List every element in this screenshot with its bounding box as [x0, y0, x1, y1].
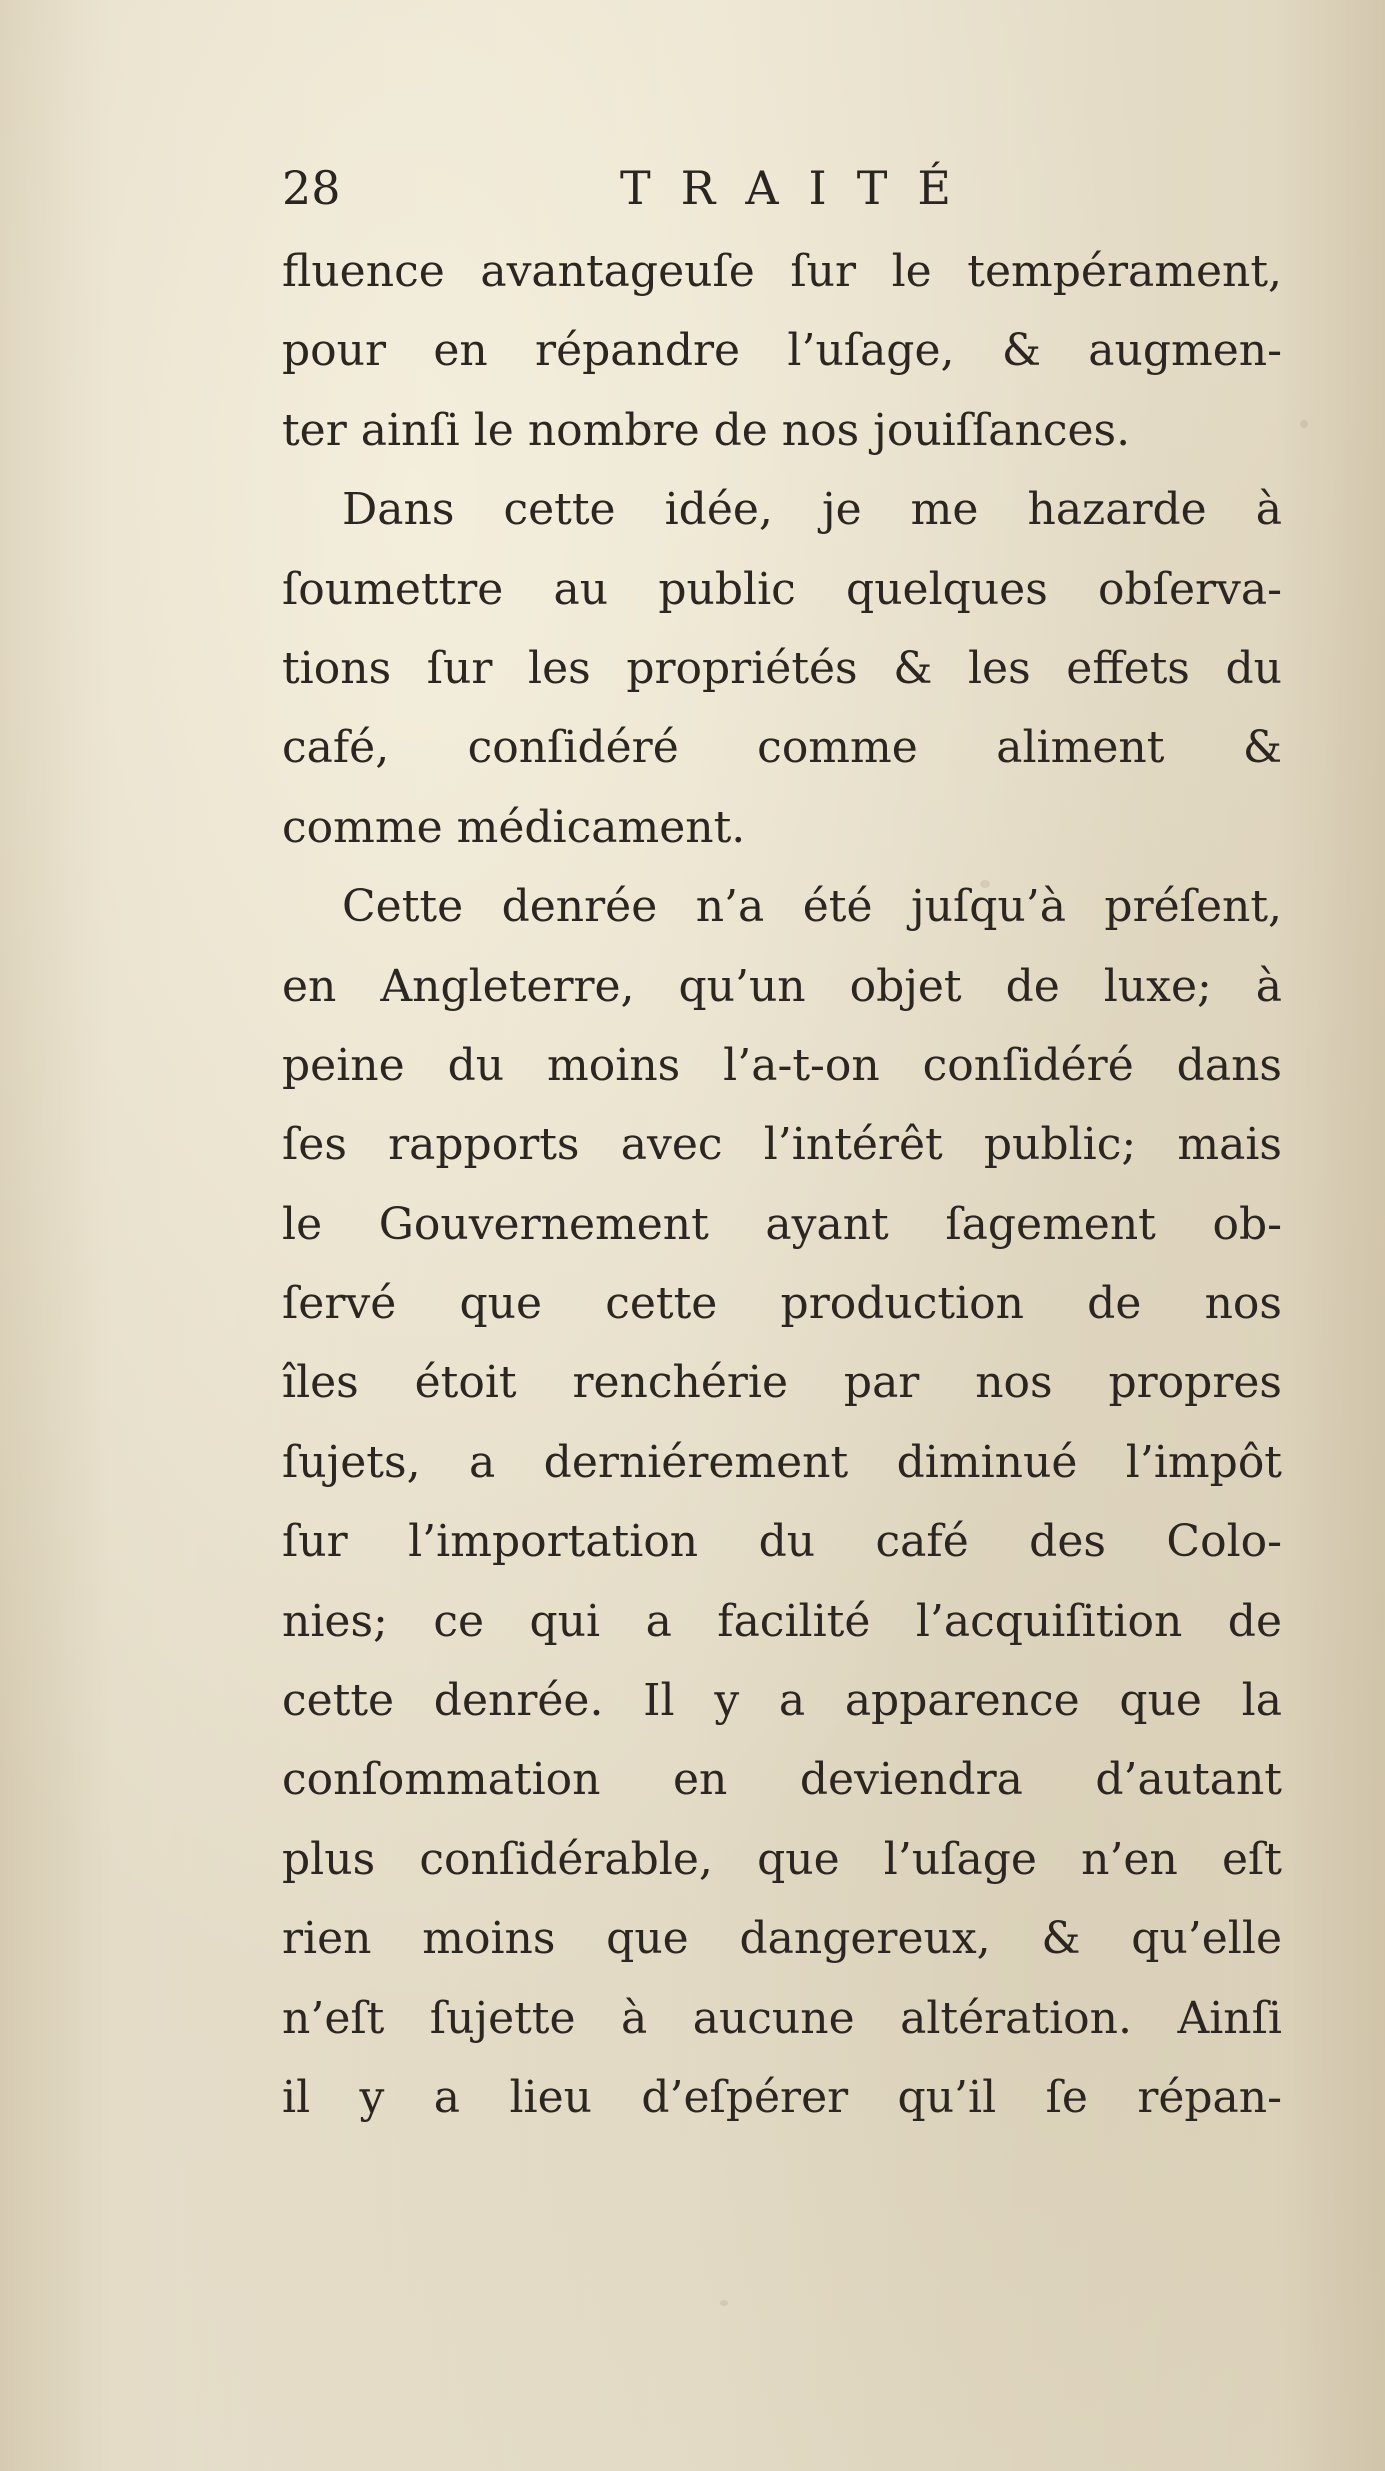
- paper-spot: [1300, 420, 1308, 428]
- text-line: ſur l’importation du café des Colo-: [282, 1516, 1282, 1568]
- paper-spot: [720, 2300, 728, 2306]
- text-line: ſervé que cette production de nos: [282, 1278, 1282, 1330]
- page-header: [282, 150, 1322, 226]
- text-line: plus conſidérable, que l’uſage n’en eſt: [282, 1833, 1282, 1885]
- text-line: conſommation en deviendra d’autant: [282, 1754, 1282, 1806]
- text-line: ter ainſi le nombre de nos jouiſſances.: [282, 404, 1131, 456]
- text-line: le Gouvernement ayant ſagement ob-: [282, 1198, 1282, 1250]
- page-number: 28: [282, 161, 341, 215]
- text-line: ſujets, a derniérement diminué l’impôt: [282, 1436, 1282, 1488]
- text-line: fluence avantageuſe ſur le tempérament,: [282, 246, 1282, 297]
- text-line: ſoumettre au public quelques obſerva-: [282, 563, 1282, 615]
- running-head: TRAITÉ: [620, 161, 981, 215]
- text-line: comme médicament.: [282, 801, 746, 853]
- text-line: îles étoit renchérie par nos propres: [282, 1357, 1282, 1409]
- text-line: en Angleterre, qu’un objet de luxe; à: [282, 960, 1282, 1012]
- text-line: tions ſur les propriétés & les effets du: [282, 642, 1282, 694]
- text-line: Dans cette idée, je me hazarde à: [342, 484, 1282, 536]
- text-line: il y a lieu d’eſpérer qu’il ſe répan-: [282, 2071, 1282, 2123]
- text-line: rien moins que dangereux, & qu’elle: [282, 1913, 1282, 1965]
- text-line: n’eſt ſujette à aucune altération. Ainſi: [282, 1992, 1282, 2044]
- text-line: Cette denrée n’a été juſqu’à préſent,: [342, 881, 1282, 933]
- text-line: peine du moins l’a-t-on conſidéré dans: [282, 1039, 1282, 1091]
- text-line: cette denrée. Il y a apparence que la: [282, 1675, 1282, 1727]
- text-line: café, conſidéré comme aliment &: [282, 722, 1282, 774]
- text-line: ſes rapports avec l’intérêt public; mais: [282, 1119, 1282, 1171]
- text-line: pour en répandre l’uſage, & augmen-: [282, 325, 1282, 377]
- text-line: nies; ce qui a facilité l’acquiſition de: [282, 1595, 1282, 1647]
- body-text: [282, 232, 1282, 2137]
